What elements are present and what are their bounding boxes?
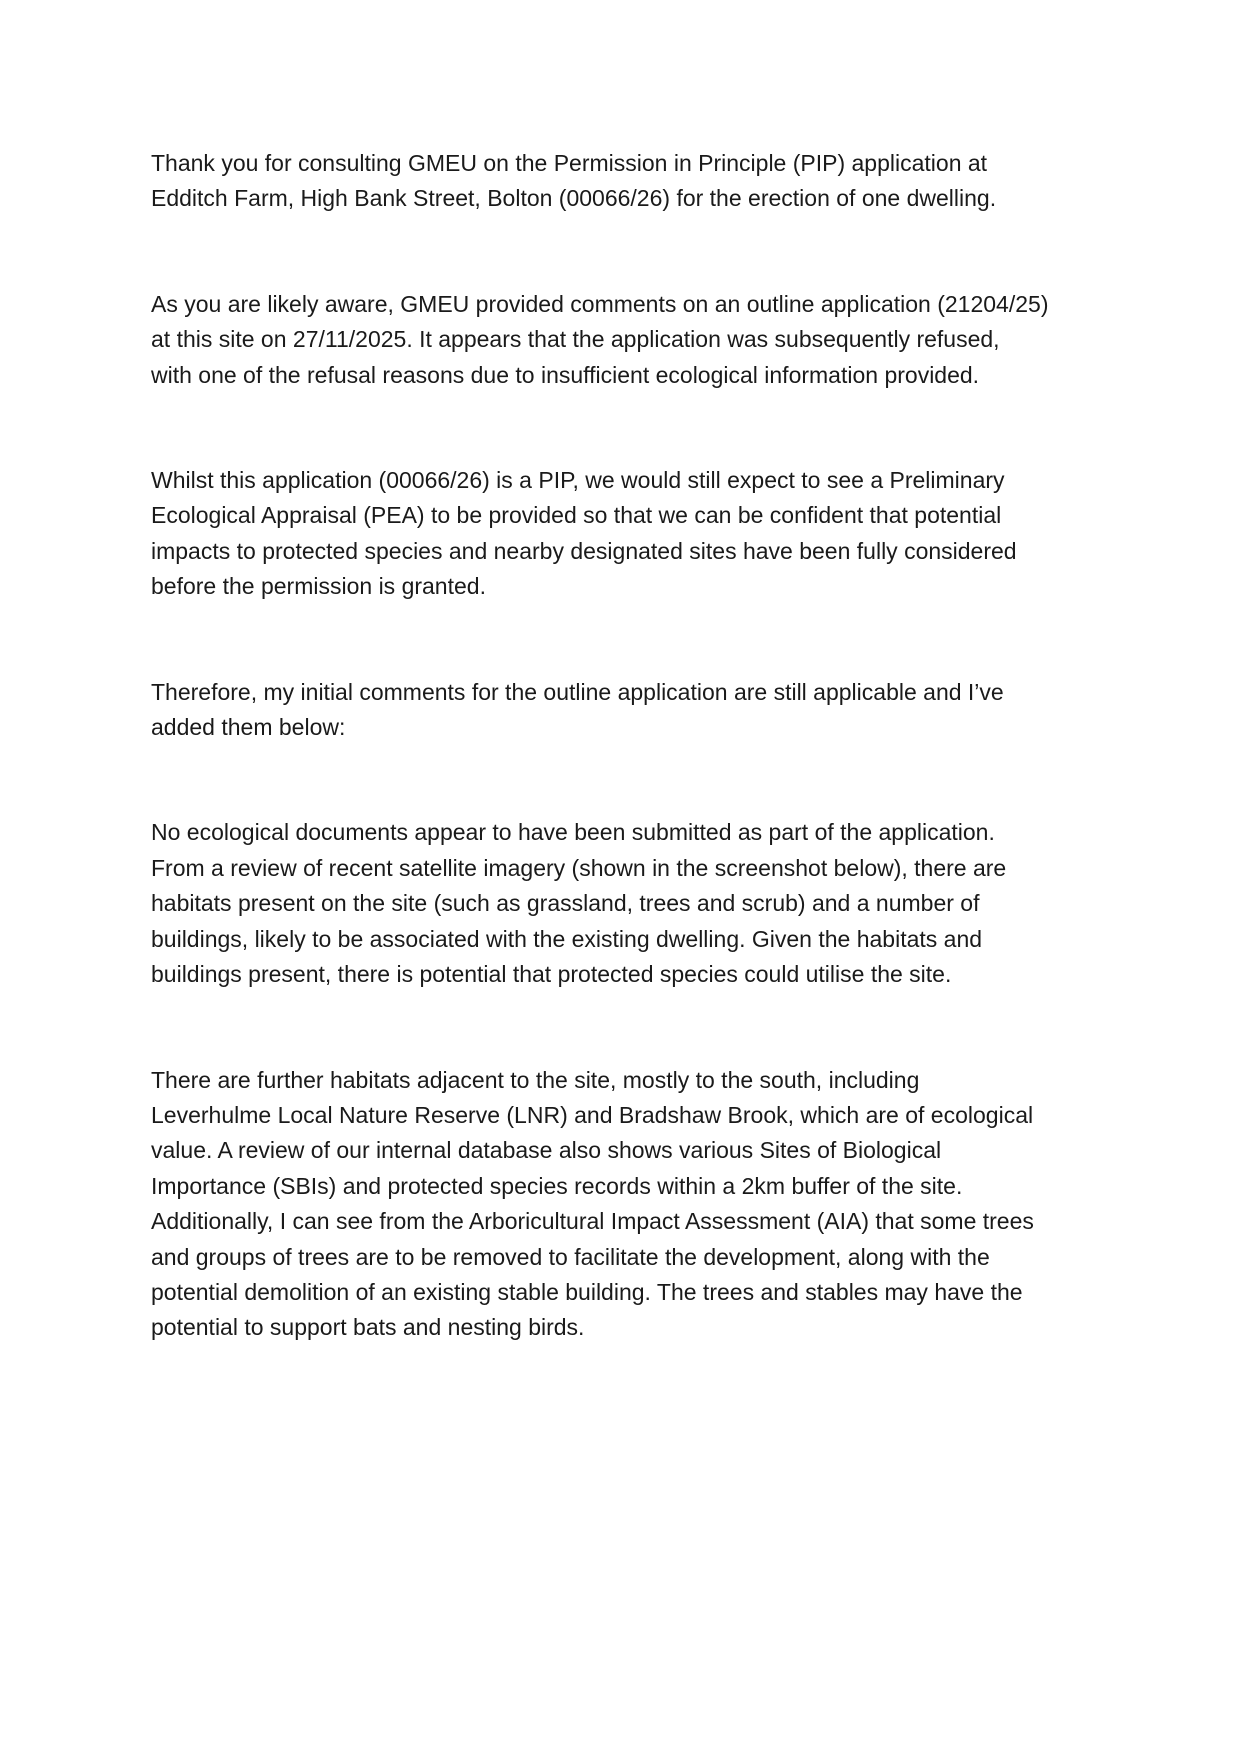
text-line: before the permission is granted. [151,573,486,600]
text-line: Whilst this application (00066/26) is a PIP, we would still expect to see a Preliminary [151,467,1005,494]
text-line: buildings, likely to be associated with the existing dwelling. Given the habitats and [151,925,983,952]
text-line: value. A review of our internal database also shows various Sites of Biological [151,1137,942,1164]
text-line: with one of the refusal reasons due to insufficient ecological information provided. [151,361,980,388]
paragraph-consultation-intro [151,146,1101,217]
paragraph-initial-comments [151,675,1101,746]
document-body [151,146,1101,1416]
text-line: Edditch Farm, High Bank Street, Bolton (00066/26) for the erection of one dwelling. [151,185,997,212]
text-line: potential to support bats and nesting birds. [151,1314,585,1341]
text-line: There are further habitats adjacent to the site, mostly to the south, including [151,1066,920,1093]
text-line: Leverhulme Local Nature Reserve (LNR) and Bradshaw Brook, which are of ecological [151,1101,1034,1128]
text-line: Importance (SBIs) and protected species records within a 2km buffer of the site. [151,1172,963,1199]
text-line: and groups of trees are to be removed to facilitate the development, along with the [151,1243,990,1270]
text-line: Ecological Appraisal (PEA) to be provided so that we can be confident that potential [151,502,1002,529]
text-line: at this site on 27/11/2025. It appears that the application was subsequently refused, [151,326,1000,353]
text-line: No ecological documents appear to have been submitted as part of the application. [151,819,995,846]
paragraph-adjacent-habitats [151,1063,1101,1346]
text-line: potential demolition of an existing stable building. The trees and stables may have the [151,1278,1023,1305]
text-line: Therefore, my initial comments for the outline application are still applicable and I’ve [151,678,1004,705]
text-line: impacts to protected species and nearby designated sites have been fully considered [151,537,1017,564]
text-line: As you are likely aware, GMEU provided comments on an outline application (21204/25) [151,290,1049,317]
text-line: added them below: [151,714,346,741]
paragraph-no-ecological-documents [151,815,1101,992]
text-line: habitats present on the site (such as grassland, trees and scrub) and a number of [151,890,980,917]
text-line: Thank you for consulting GMEU on the Permission in Principle (PIP) application at [151,150,988,176]
paragraph-previous-application [151,287,1101,393]
text-line: buildings present, there is potential that protected species could utilise the site. [151,961,952,988]
text-line: From a review of recent satellite imagery (shown in the screenshot below), there are [151,854,1007,881]
text-line: Additionally, I can see from the Arboricultural Impact Assessment (AIA) that some trees [151,1208,1034,1235]
paragraph-pea-expectation [151,463,1101,605]
